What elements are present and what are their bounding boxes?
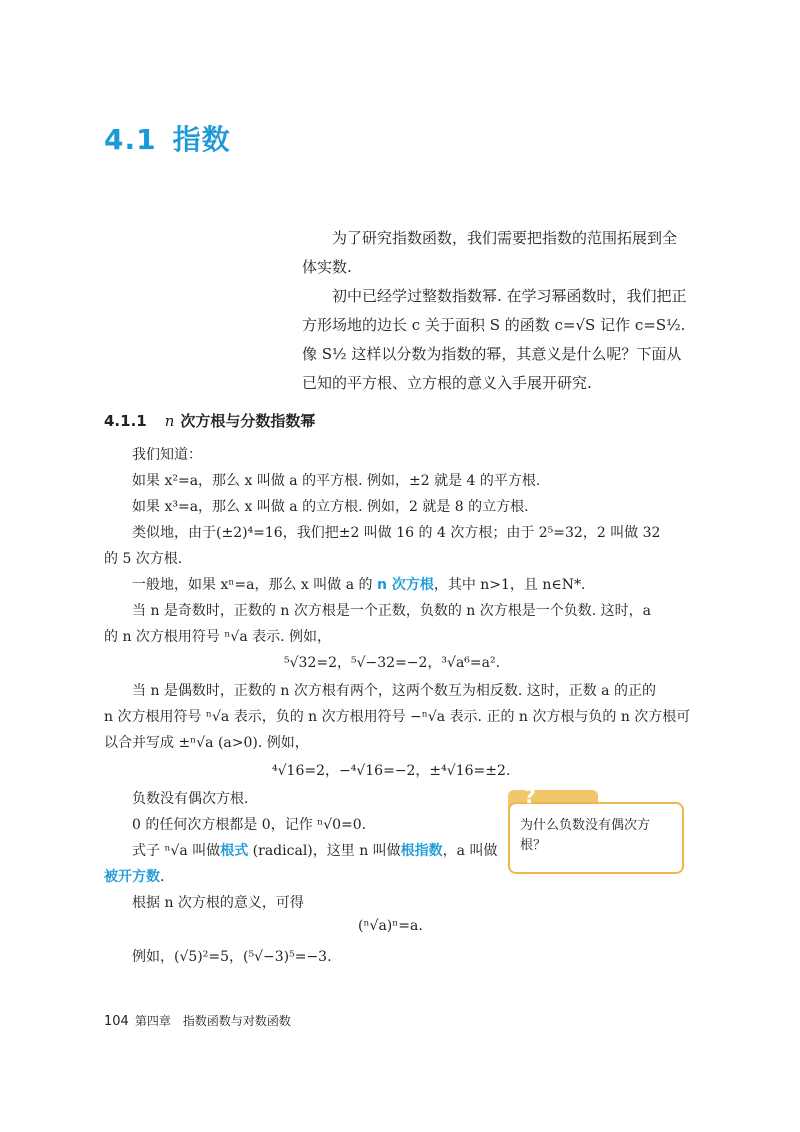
formula-1: ⁵√32=2，⁵√−32=−2，³√a⁶=a².	[284, 655, 501, 671]
term-radicand: 被开方数	[104, 869, 160, 885]
body-line-16: 根据 n 次方根的意义，可得	[132, 895, 304, 911]
question-mark-icon: ?	[524, 784, 536, 808]
thinking-box-text: 为什么负数没有偶次方根？	[520, 818, 651, 853]
thinking-box	[508, 784, 684, 874]
body-line-9: 当 n 是偶数时，正数的 n 次方根有两个，这两个数互为相反数. 这时，正数 a 的正的	[132, 683, 656, 699]
body-line-13: 0 的任何次方根都是 0，记作 ⁿ√0=0.	[132, 817, 367, 833]
body-line-6b: ，其中 n>1，且 n∈N*.	[433, 577, 586, 593]
term-root-index: 根指数	[400, 843, 443, 859]
body-line-8: 的 n 次方根用符号 ⁿ√a 表示. 例如，	[104, 629, 332, 645]
intro-paragraph-1: 为了研究指数函数，我们需要把指数的范围拓展到全体实数.	[302, 229, 678, 276]
section-title	[104, 118, 231, 158]
body-line-14b: (radical)，这里 n 叫做	[248, 843, 401, 859]
body-line-10: n 次方根用符号 ⁿ√a 表示，负的 n 次方根用符号 −ⁿ√a 表示. 正的 n 次方根与负的 n 次方根可	[104, 709, 691, 725]
body-line-11: 以合并写成 ±ⁿ√a (a>0). 例如，	[104, 735, 309, 751]
page-footer	[104, 1012, 291, 1029]
intro-block	[302, 224, 688, 398]
body-line-2: 如果 x²=a，那么 x 叫做 a 的平方根. 例如，±2 就是 4 的平方根.	[132, 473, 541, 489]
body-line-17: 例如，(√5)²=5，(⁵√−3)⁵=−3.	[132, 949, 332, 965]
chapter-title: 第四章 指数函数与对数函数	[134, 1014, 291, 1028]
body-line-7: 当 n 是奇数时，正数的 n 次方根是一个正数，负数的 n 次方根是一个负数. 这时，a	[132, 603, 651, 619]
formula-3: (ⁿ√a)ⁿ=a.	[358, 918, 423, 934]
section-number: 4.1	[104, 123, 157, 156]
intro-paragraph-2: 初中已经学过整数指数幂. 在学习幂函数时，我们把正方形场地的边长 c 关于面积 S 的函数 c=√S 记作 c=S½. 像 S½ 这样以分数为指数的幂，其意义是什么呢？下面从已知的平方根、立方根的意义入手展开研究.	[302, 287, 687, 392]
body-line-15b: .	[160, 869, 165, 885]
body-line-5: 的 5 次方根.	[104, 551, 183, 567]
body-line-1: 我们知道：	[132, 447, 202, 463]
body-line-4: 类似地，由于(±2)⁴=16，我们把±2 叫做 16 的 4 次方根；由于 2⁵=32，2 叫做 32	[132, 525, 661, 541]
subsection-name: 次方根与分数指数幂	[180, 412, 316, 430]
body-line-12: 负数没有偶次方根.	[132, 791, 249, 807]
body-line-14a: 式子 ⁿ√a 叫做	[132, 843, 221, 859]
body-line-14c: ，a 叫做	[442, 843, 498, 859]
page-number: 104	[104, 1014, 129, 1029]
body-line-6a: 一般地，如果 xⁿ=a，那么 x 叫做 a 的	[132, 577, 377, 593]
subsection-number: 4.1.1	[104, 412, 147, 430]
body-line-3: 如果 x³=a，那么 x 叫做 a 的立方根. 例如，2 就是 8 的立方根.	[132, 499, 529, 515]
formula-2: ⁴√16=2，−⁴√16=−2，±⁴√16=±2.	[272, 763, 511, 779]
subsection-var: n	[164, 412, 175, 430]
section-name: 指数	[172, 123, 231, 156]
body-line-14	[132, 840, 497, 860]
term-radical: 根式	[220, 843, 249, 859]
body-line-15	[104, 866, 164, 886]
body-line-6	[132, 574, 585, 594]
term-nth-root: n 次方根	[376, 577, 434, 593]
subsection-title	[104, 410, 315, 431]
